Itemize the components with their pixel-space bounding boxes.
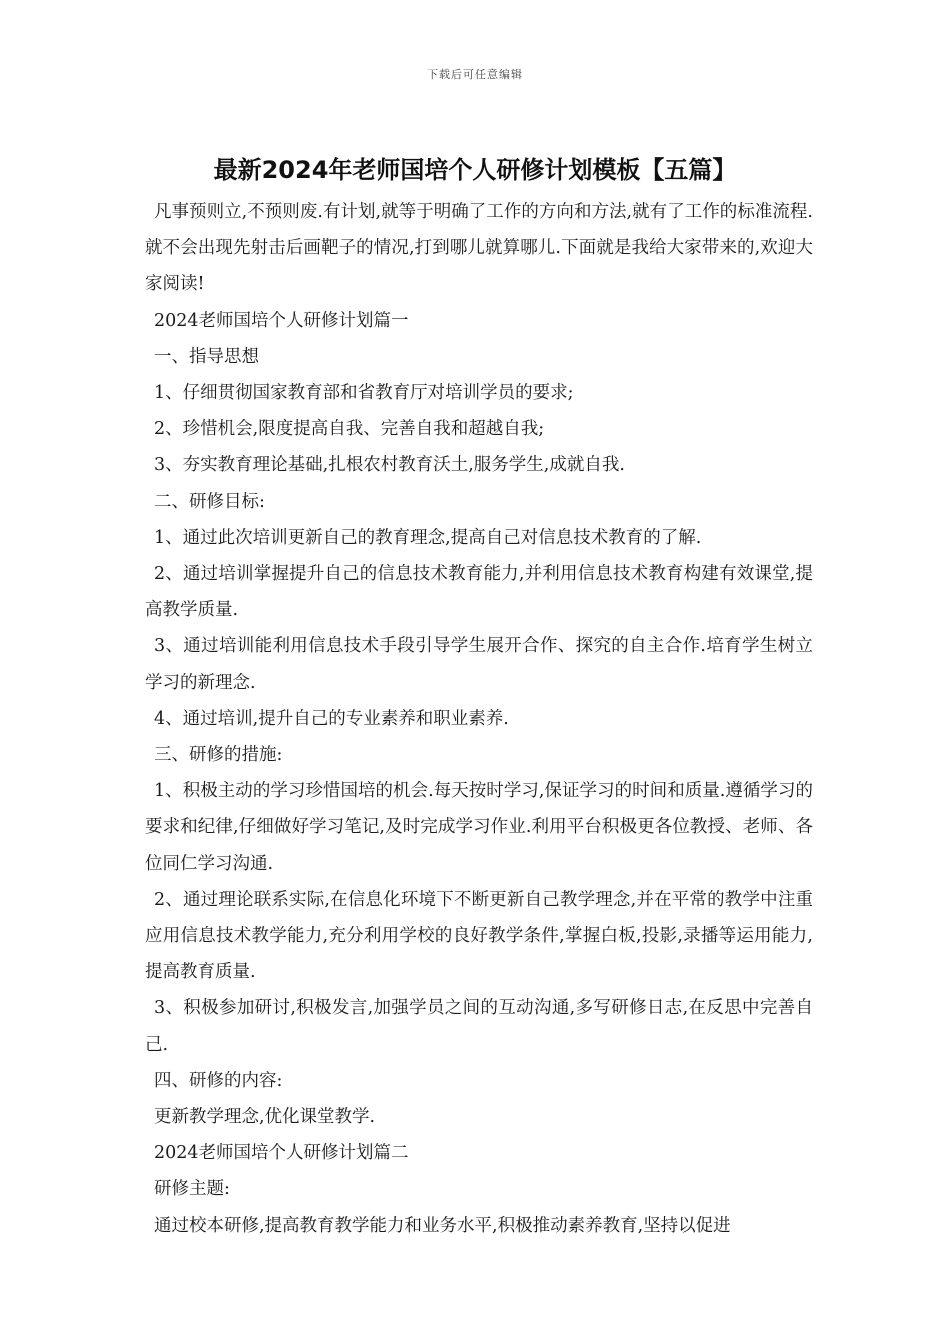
paragraph: 凡事预则立,不预则废.有计划,就等于明确了工作的方向和方法,就有了工作的标准流程.就不会出现先射击后画靶子的情况,打到哪儿就算哪儿.下面就是我给大家带来的,欢迎大家阅读! (145, 202, 813, 295)
paragraph: 3、积极参加研讨,积极发言,加强学员之间的互动沟通,多写研修日志,在反思中完善自己. (145, 998, 813, 1055)
header-note: 下载后可任意编辑 (427, 68, 523, 81)
paragraph: 3、夯实教育理论基础,扎根农村教育沃土,服务学生,成就自我. (154, 455, 625, 476)
section-heading: 二、研修目标: (154, 491, 265, 512)
paragraph: 1、通过此次培训更新自己的教育理念,提高自己对信息技术教育的了解. (154, 527, 702, 548)
section-heading: 三、研修的措施: (154, 745, 283, 766)
section-heading: 研修主题: (154, 1179, 230, 1200)
paragraph: 2、通过理论联系实际,在信息化环境下不断更新自己教学理念,并在平常的教学中注重应用信息技术教学能力,充分利用学校的良好教学条件,掌握白板,投影,录播等运用能力,提高教育质量. (145, 889, 813, 983)
paragraph: 1、仔细贯彻国家教育部和省教育厅对培训学员的要求; (154, 383, 574, 404)
document-body (145, 194, 813, 1244)
paragraph: 1、积极主动的学习珍惜国培的机会.每天按时学习,保证学习的时间和质量.遵循学习的要求和纪律,仔细做好学习笔记,及时完成学习作业.利用平台积极更各位教授、老师、各位同仁学习沟通. (145, 781, 813, 874)
paragraph: 2、珍惜机会,限度提高自我、完善自我和超越自我; (154, 419, 545, 440)
paragraph: 2、通过培训掌握提升自己的信息技术教育能力,并利用信息技术教育构建有效课堂,提高教学质量. (145, 564, 813, 621)
paragraph: 4、通过培训,提升自己的专业素养和职业素养. (154, 708, 509, 729)
document-title: 最新2024年老师国培个人研修计划模板【五篇】 (213, 156, 737, 184)
section-heading: 2024老师国培个人研修计划篇二 (154, 1143, 409, 1164)
paragraph: 通过校本研修,提高教育教学能力和业务水平,积极推动素养教育,坚持以促进 (154, 1215, 731, 1236)
section-heading: 一、指导思想 (154, 346, 259, 367)
paragraph: 更新教学理念,优化课堂教学. (154, 1107, 376, 1128)
section-heading: 2024老师国培个人研修计划篇一 (154, 310, 409, 331)
paragraph: 3、通过培训能利用信息技术手段引导学生展开合作、探究的自主合作.培育学生树立学习的新理念. (145, 636, 813, 693)
section-heading: 四、研修的内容: (154, 1070, 283, 1091)
